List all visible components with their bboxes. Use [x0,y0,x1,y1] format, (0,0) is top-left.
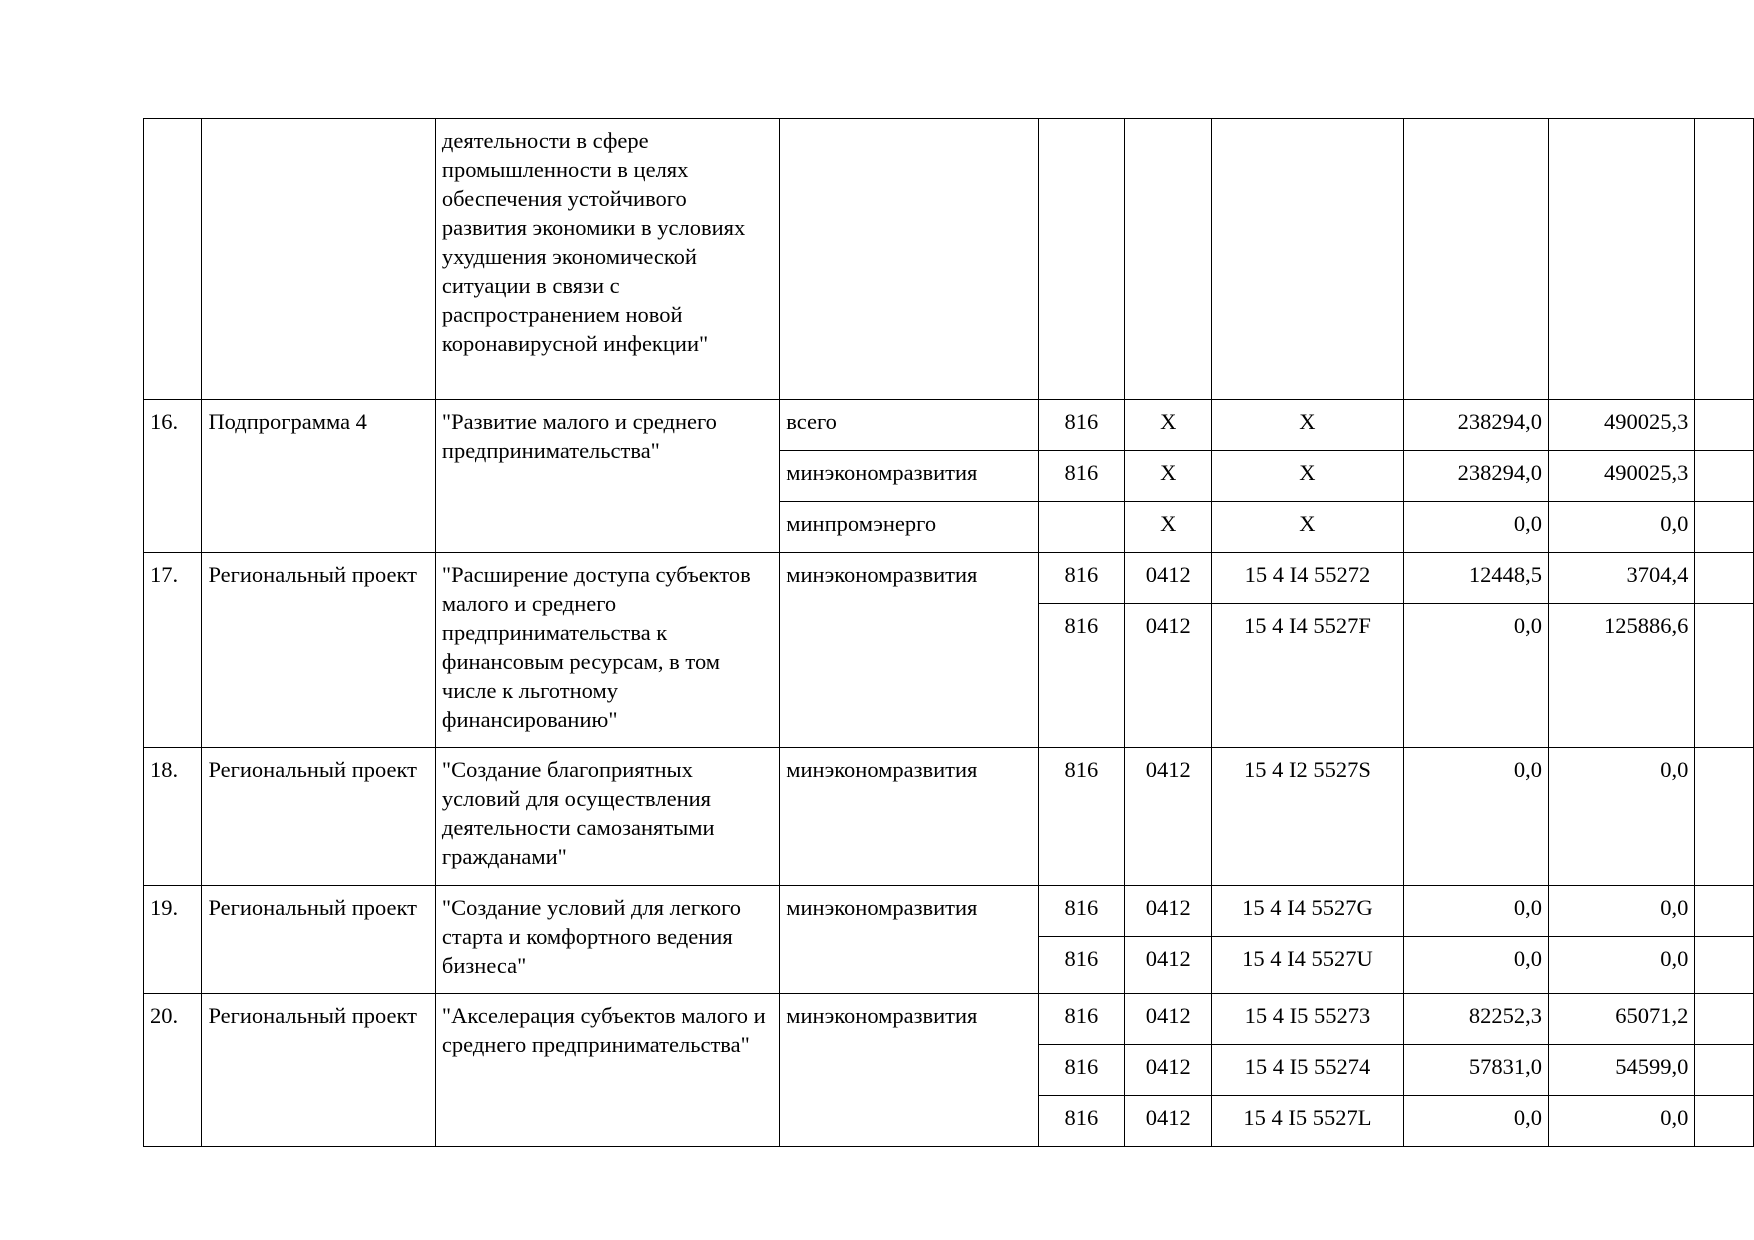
row-title: "Развитие малого и среднего предпринимательства" [435,400,779,553]
rzpr-cell: 0412 [1125,886,1212,937]
row-number: 18. [144,748,202,886]
csr-cell: X [1212,502,1403,553]
executor-cell: минпромэнерго [780,502,1038,553]
cut-off-cell [1695,451,1754,502]
value-2021-cell: 54599,0 [1548,1045,1694,1096]
row-title: "Создание условий для легкого старта и комфортного ведения бизнеса" [435,886,779,994]
table-row [144,748,1754,886]
row-name [202,119,435,400]
value-2021-cell [1548,119,1694,400]
csr-cell: X [1212,400,1403,451]
csr-cell: 15 4 I4 5527U [1212,937,1403,994]
csr-cell [1212,119,1403,400]
value-2021-cell: 0,0 [1548,1096,1694,1147]
value-2020-cell: 238294,0 [1403,400,1548,451]
executor-cell: всего [780,400,1038,451]
value-2020-cell: 57831,0 [1403,1045,1548,1096]
value-2020-cell: 0,0 [1403,604,1548,748]
table-row [144,886,1754,937]
value-2021-cell: 0,0 [1548,502,1694,553]
table-row [144,553,1754,604]
csr-cell: 15 4 I4 55272 [1212,553,1403,604]
grbs-cell: 816 [1038,451,1125,502]
executor-cell: минэкономразвития [780,748,1038,886]
grbs-cell: 816 [1038,937,1125,994]
csr-cell: 15 4 I5 55273 [1212,994,1403,1045]
budget-table [143,118,1754,1147]
row-name: Региональный проект [202,886,435,994]
csr-cell: 15 4 I2 5527S [1212,748,1403,886]
row-number: 20. [144,994,202,1147]
executor-cell: минэкономразвития [780,886,1038,994]
rzpr-cell: X [1125,502,1212,553]
grbs-cell: 816 [1038,400,1125,451]
cut-off-cell [1695,553,1754,604]
value-2021-cell: 0,0 [1548,748,1694,886]
cut-off-cell [1695,1045,1754,1096]
value-2021-cell: 490025,3 [1548,451,1694,502]
grbs-cell: 816 [1038,1096,1125,1147]
row-number: 19. [144,886,202,994]
grbs-cell [1038,502,1125,553]
row-title: "Акселерация субъектов малого и среднего предпринимательства" [435,994,779,1147]
table-row [144,119,1754,400]
value-2020-cell: 0,0 [1403,502,1548,553]
value-2021-cell: 0,0 [1548,886,1694,937]
rzpr-cell: 0412 [1125,1096,1212,1147]
executor-cell: минэкономразвития [780,451,1038,502]
value-2020-cell: 0,0 [1403,1096,1548,1147]
value-2020-cell: 238294,0 [1403,451,1548,502]
csr-cell: 15 4 I4 5527F [1212,604,1403,748]
value-2021-cell: 125886,6 [1548,604,1694,748]
row-number [144,119,202,400]
cut-off-cell [1695,886,1754,937]
rzpr-cell: 0412 [1125,748,1212,886]
rzpr-cell: X [1125,451,1212,502]
row-title: "Создание благоприятных условий для осуществления деятельности самозанятыми гражданами" [435,748,779,886]
row-name: Региональный проект [202,553,435,748]
grbs-cell [1038,119,1125,400]
rzpr-cell [1125,119,1212,400]
row-name: Подпрограмма 4 [202,400,435,553]
csr-cell: 15 4 I4 5527G [1212,886,1403,937]
value-2020-cell: 0,0 [1403,748,1548,886]
executor-cell: минэкономразвития [780,553,1038,748]
value-2020-cell: 12448,5 [1403,553,1548,604]
csr-cell: 15 4 I5 5527L [1212,1096,1403,1147]
row-title: "Расширение доступа субъектов малого и среднего предпринимательства к финансовым ресурсам, в том числе к льготному финансированию" [435,553,779,748]
row-name: Региональный проект [202,748,435,886]
rzpr-cell: 0412 [1125,1045,1212,1096]
table-row [144,994,1754,1045]
rzpr-cell: 0412 [1125,553,1212,604]
row-number: 17. [144,553,202,748]
cut-off-cell [1695,119,1754,400]
grbs-cell: 816 [1038,604,1125,748]
cut-off-cell [1695,400,1754,451]
cut-off-cell [1695,502,1754,553]
value-2021-cell: 65071,2 [1548,994,1694,1045]
value-2021-cell: 0,0 [1548,937,1694,994]
value-2020-cell: 82252,3 [1403,994,1548,1045]
value-2020-cell [1403,119,1548,400]
value-2020-cell: 0,0 [1403,886,1548,937]
executor-cell: минэкономразвития [780,994,1038,1147]
cut-off-cell [1695,994,1754,1045]
grbs-cell: 816 [1038,553,1125,604]
rzpr-cell: 0412 [1125,994,1212,1045]
grbs-cell: 816 [1038,1045,1125,1096]
value-2021-cell: 3704,4 [1548,553,1694,604]
rzpr-cell: 0412 [1125,604,1212,748]
cut-off-cell [1695,1096,1754,1147]
rzpr-cell: X [1125,400,1212,451]
cut-off-cell [1695,604,1754,748]
executor-cell [780,119,1038,400]
table-row [144,400,1754,451]
cut-off-cell [1695,748,1754,886]
value-2021-cell: 490025,3 [1548,400,1694,451]
value-2020-cell: 0,0 [1403,937,1548,994]
row-title: деятельности в сфере промышленности в целях обеспечения устойчивого развития экономики в условиях ухудшения экономической ситуации в связи с распространением новой коронавирусной инфекции" [435,119,779,400]
cut-off-cell [1695,937,1754,994]
row-name: Региональный проект [202,994,435,1147]
csr-cell: X [1212,451,1403,502]
grbs-cell: 816 [1038,748,1125,886]
rzpr-cell: 0412 [1125,937,1212,994]
grbs-cell: 816 [1038,994,1125,1045]
grbs-cell: 816 [1038,886,1125,937]
row-number: 16. [144,400,202,553]
csr-cell: 15 4 I5 55274 [1212,1045,1403,1096]
